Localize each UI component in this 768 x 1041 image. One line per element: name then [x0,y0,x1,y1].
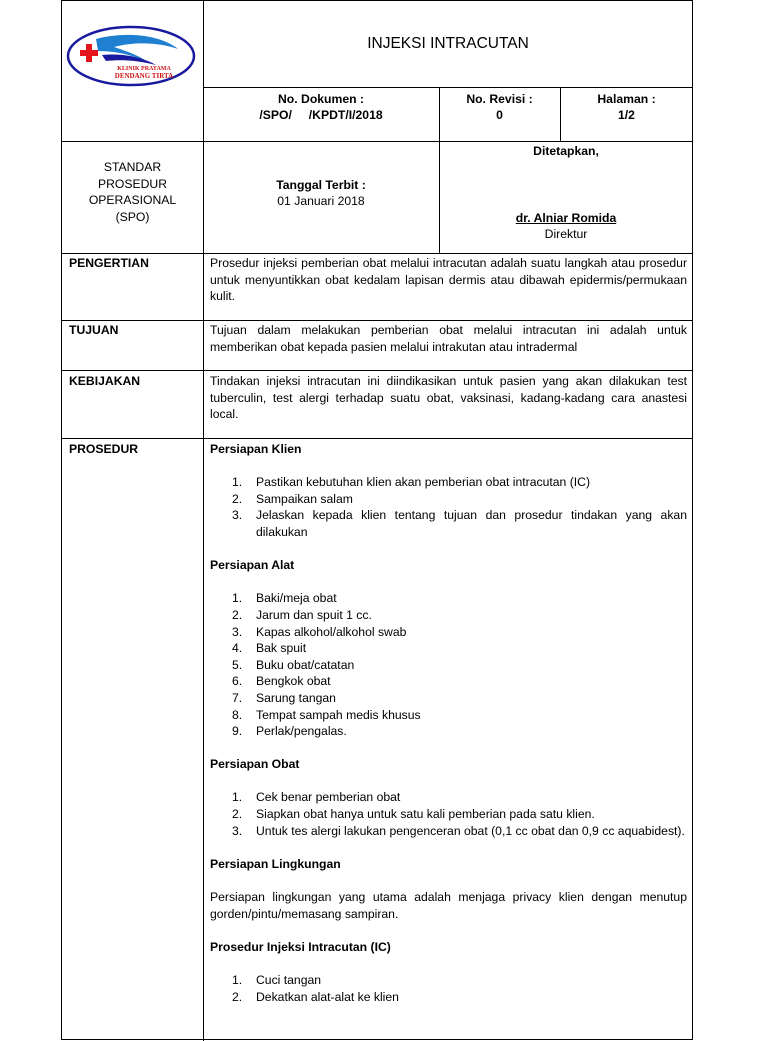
list-item: 4. Bak spuit [232,641,307,656]
spo-document [61,0,693,1040]
persiapan-alat-list [210,590,687,739]
persiapan-alat-heading: Persiapan Alat [210,558,295,573]
persiapan-obat-heading: Persiapan Obat [210,757,300,772]
row-divider [62,141,693,142]
persiapan-lingkungan-heading: Persiapan Lingkungan [210,856,341,871]
document-title: INJEKSI INTRACUTAN [367,35,529,52]
tujuan-text: Tujuan dalam melakukan pemberian obat melalui intracutan ini adalah untuk memberikan obat kepada pasien melalui intrakutan atau intradermal [210,323,687,354]
doc-number-label: No. Dokumen : [278,92,364,106]
page-label: Halaman : [597,92,656,106]
persiapan-lingkungan-text: Persiapan lingkungan yang utama adalah menjaga privacy klien dengan menutup gorden/pintu/memasang sampiran. [210,890,687,921]
list-item: 1. Cuci tangan [232,973,322,987]
tujuan-label: TUJUAN [69,323,119,337]
page-value: 1/2 [618,108,635,122]
svg-text:DENDANG TIRTA: DENDANG TIRTA [114,72,174,80]
kebijakan-text: Tindakan injeksi intracutan ini diindikasikan untuk pasien yang akan dilakukan test tuberculin, test alergi terhadap suatu obat, vaksinasi, kadang-kadang cara anastesi local. [210,374,687,422]
row-divider [203,87,693,88]
column-divider [203,1,204,1041]
issue-date-value: 01 Januari 2018 [277,194,365,208]
kebijakan-label: KEBIJAKAN [69,374,141,388]
list-item: 2. Dekatkan alat-alat ke klien [232,989,399,1004]
signer-name: dr. Alniar Romida [515,211,617,225]
spo-title: STANDAR PROSEDUR OPERASIONAL (SPO) [88,160,177,224]
clinic-logo [66,25,196,87]
doc-number-value: /SPO/ /KPDT/I/2018 [259,108,383,122]
row-divider [62,438,693,439]
persiapan-klien-list [210,474,687,540]
revision-value: 0 [496,108,503,122]
list-item: 3. Kapas alkohol/alkohol swab [232,624,407,639]
svg-text:KLINIK PRATAMA: KLINIK PRATAMA [117,66,171,72]
list-item: 1. Cek benar pemberian obat [232,790,401,805]
list-item: 1. Baki/meja obat [232,591,337,606]
revision-label: No. Revisi : [466,92,533,106]
list-item: 9. Perlak/pengalas. [232,724,347,739]
pengertian-text: Prosedur injeksi pemberian obat melalui intracutan adalah suatu langkah atau prosedur untuk menyuntikkan obat kedalam lapisan dermis atau dibawah epidermis/permukaan kulit. [210,256,687,304]
list-item: 6. Bengkok obat [232,674,331,689]
list-item: 2. Siapkan obat hanya untuk satu kali pemberian pada satu klien. [232,807,595,822]
list-item: 5. Buku obat/catatan [232,657,355,672]
list-item: 1. Pastikan kebutuhan klien akan pemberian obat intracutan (IC) [232,475,591,490]
clinic-logo-icon [66,25,196,87]
prosedur-injeksi-heading: Prosedur Injeksi Intracutan (IC) [210,939,391,954]
list-item: 7. Sarung tangan [232,690,336,705]
row-divider [62,253,693,254]
pengertian-label: PENGERTIAN [69,256,149,270]
persiapan-obat-list [210,789,687,839]
set-by-label: Ditetapkan, [533,144,599,158]
list-item: 3. Untuk tes alergi lakukan pengenceran obat (0,1 cc obat dan 0,9 cc aquabidest). [232,823,685,838]
persiapan-klien-heading: Persiapan Klien [210,442,302,456]
list-item: 8. Tempat sampah medis khusus [232,707,421,722]
signer-role: Direktur [544,227,588,241]
row-divider [62,370,693,371]
prosedur-injeksi-list [210,972,687,1005]
prosedur-label: PROSEDUR [69,442,139,456]
list-item: 3. Jelaskan kepada klien tentang tujuan dan prosedur tindakan yang akan dilakukan [232,508,687,539]
issue-date-label: Tanggal Terbit : [276,178,366,192]
list-item: 2. Jarum dan spuit 1 cc. [232,607,372,622]
prosedur-content [210,441,687,1005]
list-item: 2. Sampaikan salam [232,491,353,506]
row-divider [62,320,693,321]
